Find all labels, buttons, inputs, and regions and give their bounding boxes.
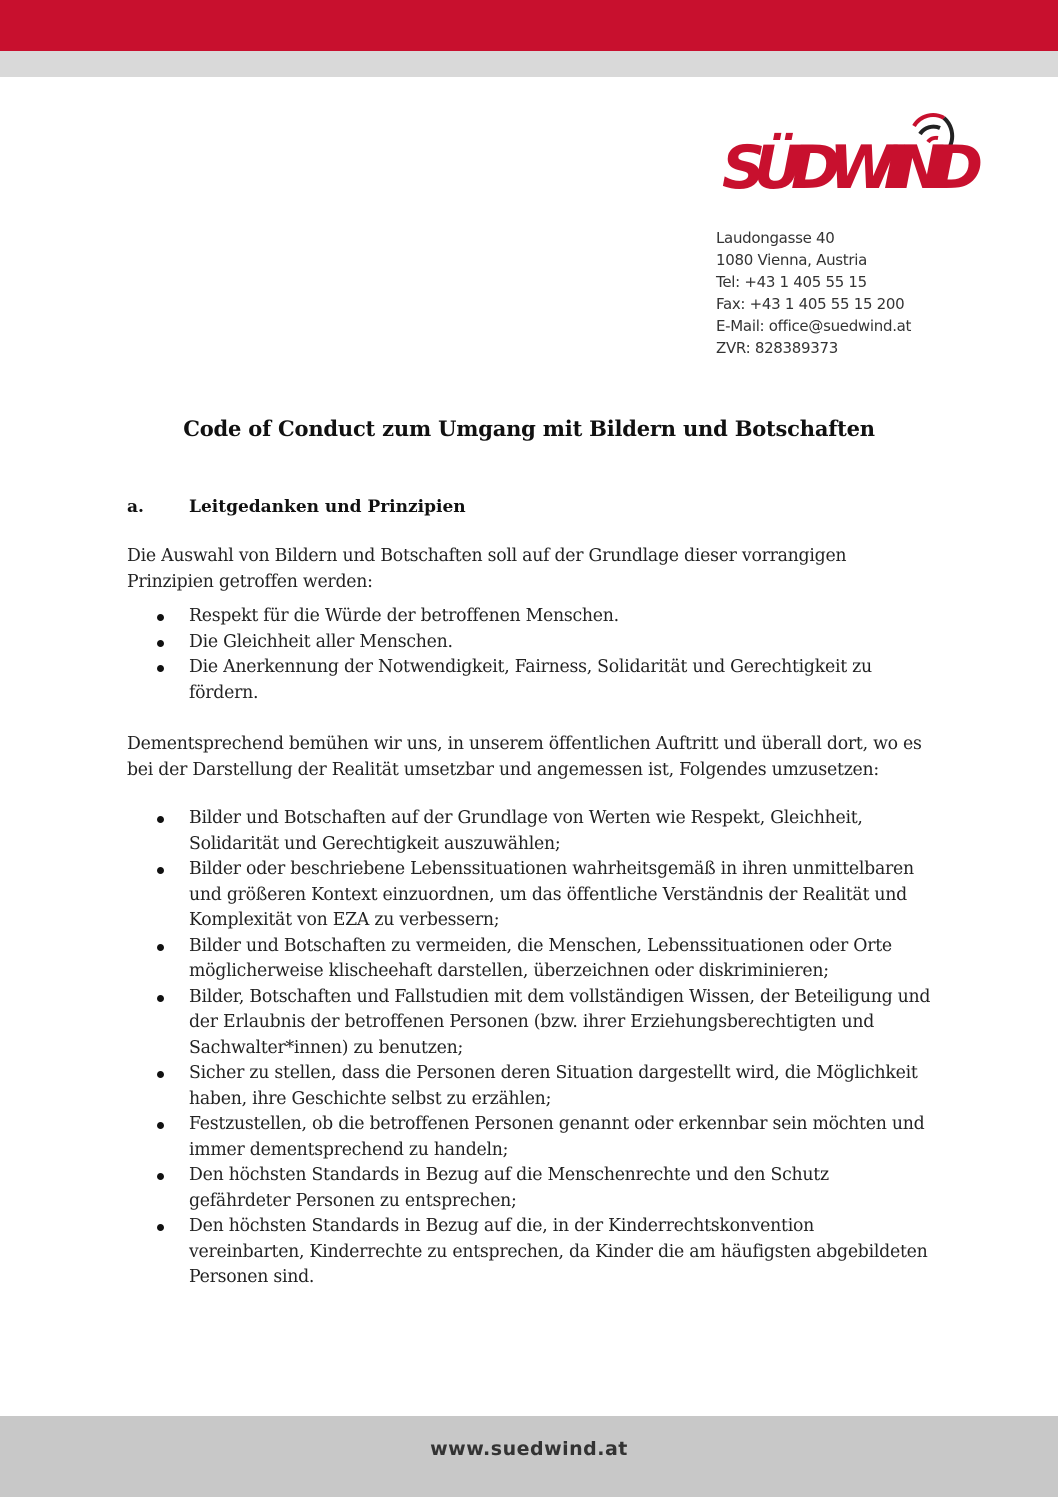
address-phone: Tel: +43 1 405 55 15 xyxy=(716,273,867,291)
bullet-icon xyxy=(157,1224,164,1231)
suedwind-logo xyxy=(718,108,990,203)
footer-website-link[interactable]: www.suedwind.at xyxy=(430,1438,628,1460)
address-email: E-Mail: office@suedwind.at xyxy=(716,317,912,335)
bullet-icon xyxy=(157,665,164,672)
list-item: Respekt für die Würde der betroffenen Menschen. xyxy=(127,604,933,630)
bullet-icon xyxy=(157,867,164,874)
list-item: Sicher zu stellen, dass die Personen deren Situation dargestellt wird, die Möglichkeit haben, ihre Geschichte selbst zu erzählen; xyxy=(127,1061,933,1112)
bullet-icon xyxy=(157,1173,164,1180)
list-item: Den höchsten Standards in Bezug auf die, in der Kinderrechtskonvention vereinbarten, Kinderrechte zu entsprechen, da Kinder die am häufigsten abgebildeten Personen sind. xyxy=(127,1214,933,1291)
list-item: Die Gleichheit aller Menschen. xyxy=(127,630,933,656)
address-block xyxy=(716,227,911,359)
intro-paragraph: Die Auswahl von Bildern und Botschaften soll auf der Grundlage dieser vorrangigen Prinzipien getroffen werden: xyxy=(127,546,847,592)
list-item: Den höchsten Standards in Bezug auf die Menschenrechte und den Schutz gefährdeter Personen zu entsprechen; xyxy=(127,1163,933,1214)
list-item: Die Anerkennung der Notwendigkeit, Fairness, Solidarität und Gerechtigkeit zu fördern. xyxy=(127,655,933,706)
section-heading xyxy=(127,497,466,517)
principles-list xyxy=(127,604,933,706)
address-city: 1080 Vienna, Austria xyxy=(716,251,868,269)
section-title: Leitgedanken und Prinzipien xyxy=(189,497,466,517)
list-item: Bilder und Botschaften zu vermeiden, die Menschen, Lebenssituationen oder Orte möglicherweise klischeehaft darstellen, überzeichnen oder diskriminieren; xyxy=(127,934,933,985)
bullet-icon xyxy=(157,1071,164,1078)
bullet-icon xyxy=(157,995,164,1002)
address-street: Laudongasse 40 xyxy=(716,229,835,247)
bullet-icon xyxy=(157,1122,164,1129)
commitment-intro-paragraph: Dementsprechend bemühen wir uns, in unserem öffentlichen Auftritt und überall dort, wo es bei der Darstellung der Realität umsetzbar und angemessen ist, Folgendes umzusetzen: xyxy=(127,734,922,780)
bullet-icon xyxy=(157,944,164,951)
commitments-list xyxy=(127,806,933,1291)
bullet-icon xyxy=(157,816,164,823)
logo-wordmark: SÜDWIND xyxy=(722,133,984,203)
section-number: a. xyxy=(127,497,144,517)
document-title: Code of Conduct zum Umgang mit Bildern und Botschaften xyxy=(183,416,875,441)
list-item: Bilder, Botschaften und Fallstudien mit dem vollständigen Wissen, der Beteiligung und der Erlaubnis der betroffenen Personen (bzw. ihrer Erziehungsberechtigten und Sachwalter*innen) zu benutzen; xyxy=(127,985,933,1062)
bullet-icon xyxy=(157,614,164,621)
list-item: Bilder und Botschaften auf der Grundlage von Werten wie Respekt, Gleichheit, Solidarität und Gerechtigkeit auszuwählen; xyxy=(127,806,933,857)
header-red-band xyxy=(0,0,1058,51)
list-item: Festzustellen, ob die betroffenen Personen genannt oder erkennbar sein möchten und immer dementsprechend zu handeln; xyxy=(127,1112,933,1163)
list-item: Bilder oder beschriebene Lebenssituationen wahrheitsgemäß in ihren unmittelbaren und größeren Kontext einzuordnen, um das öffentliche Verständnis der Realität und Komplexität von EZA zu verbessern; xyxy=(127,857,933,934)
address-fax: Fax: +43 1 405 55 15 200 xyxy=(716,295,905,313)
bullet-icon xyxy=(157,640,164,647)
header-grey-band xyxy=(0,51,1058,77)
address-zvr: ZVR: 828389373 xyxy=(716,339,839,357)
